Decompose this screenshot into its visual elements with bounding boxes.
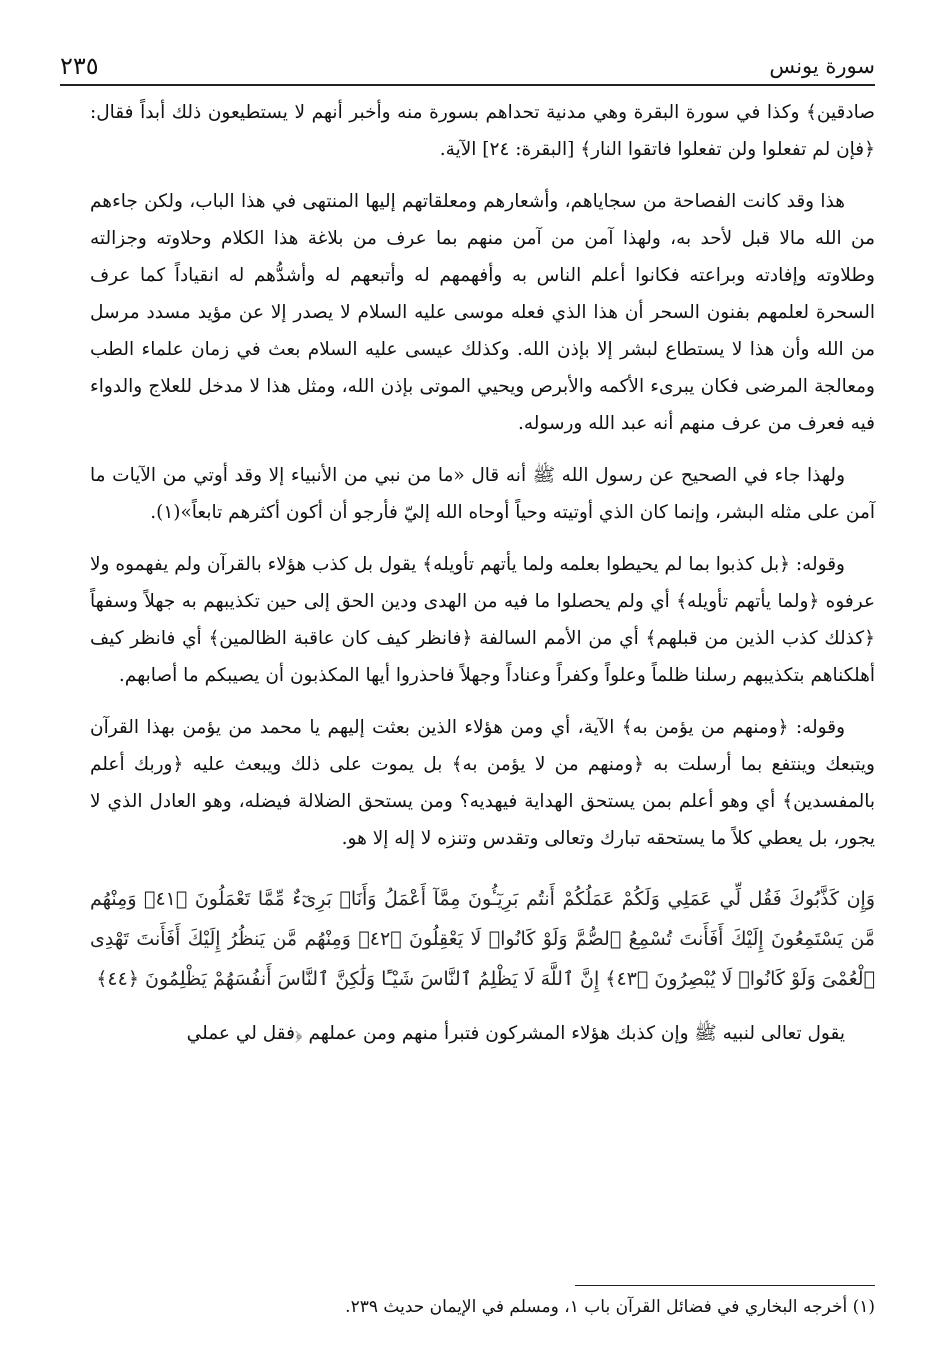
paragraph-hadith: ولهذا جاء في الصحيح عن رسول الله ﷺ أنه قال «ما من نبي من الأنبياء إلا وقد أوتي من الآيات ما آمن على مثله البشر، وإنما كان الذي أوتيته وحياً أوحاه الله إليّ فأرجو أن أكون أكثرهم تابعاً»(١). (90, 465, 875, 523)
paragraph-continuation: صادقين﴾ وكذا في سورة البقرة وهي مدنية تحداهم بسورة منه وأخبر أنهم لا يستطيعون ذلك أبداً فقال: ﴿فإن لم تفعلوا ولن تفعلوا فاتقوا النار﴾ [البقرة: ٢٤] الآية. (90, 102, 875, 160)
page-header (60, 50, 875, 86)
quran-verses-block: وَإِن كَذَّبُوكَ فَقُل لِّي عَمَلِي وَلَكُمْ عَمَلُكُمْ أَنتُم بَرِيٓـُٔونَ مِمَّآ أَعْمَلُ وَأَنَا۠ بَرِىٓءٌ مِّمَّا تَعْمَلُونَ ﴿٤١﴾ وَمِنْهُم مَّن يَسْتَمِعُونَ إِلَيْكَ أَفَأَنتَ تُسْمِعُ ٱلصُّمَّ وَلَوْ كَانُوا۟ لَا يَعْقِلُونَ ﴿٤٢﴾ وَمِنْهُم مَّن يَنظُرُ إِلَيْكَ أَفَأَنتَ تَهْدِى ٱلْعُمْىَ وَلَوْ كَانُوا۟ لَا يُبْصِرُونَ ﴿٤٣﴾ إِنَّ ٱللَّهَ لَا يَظْلِمُ ٱلنَّاسَ شَيْـًٔا وَلَٰكِنَّ ٱلنَّاسَ أَنفُسَهُمْ يَظْلِمُونَ ﴿٤٤﴾ (90, 888, 875, 990)
paragraph-tafsir-verse-39: وقوله: ﴿بل كذبوا بما لم يحيطوا بعلمه ولما يأتهم تأويله﴾ يقول بل كذب هؤلاء بالقرآن ولم يفهموه ولا عرفوه ﴿ولما يأتهم تأويله﴾ أي ولم يحصلوا ما فيه من الهدى ودين الحق إلى حين تكذيبهم به جهلاً وسفهاً ﴿كذلك كذب الذين من قبلهم﴾ أي من الأمم السالفة ﴿فانظر كيف كان عاقبة الظالمين﴾ أي فانظر كيف أهلكناهم بتكذيبهم رسلنا ظلماً وعلواً وكفراً وعناداً وجهلاً فاحذروا أيها المكذبون أن يصيبكم ما أصابهم. (90, 554, 875, 686)
paragraph-closing: يقول تعالى لنبيه ﷺ وإن كذبك هؤلاء المشركون فتبرأ منهم ومن عملهم ﴿فقل لي عملي (186, 1023, 845, 1044)
footnote-divider (575, 1285, 875, 1286)
footnote: (١) أخرجه البخاري في فضائل القرآن باب ١، ومسلم في الإيمان حديث ٢٣٩. (345, 1297, 875, 1317)
header-divider (60, 84, 875, 86)
surah-title: سورة يونس (769, 54, 875, 78)
paragraph-eloquence: هذا وقد كانت الفصاحة من سجاياهم، وأشعارهم ومعلقاتهم إليها المنتهى في هذا الباب، ولكن جاءهم من الله مالا قبل لأحد به، ولهذا آمن من آمن منهم بما عرف من بلاغة هذا الكلام وحلاوته وجزالته وطلاوته وإفادته وبراعته فكانوا أعلم الناس به وأفهمهم له وأتبعهم له وأشدُّهم له انقياداً كما عرف السحرة لعلمهم بفنون السحر أن هذا الذي فعله موسى عليه السلام لا يصدر إلا عن مؤيد مسدد مرسل من الله وأن هذا لا يستطاع لبشر إلا بإذن الله. وكذلك عيسى عليه السلام بعث في زمان علماء الطب ومعالجة المرضى فكان يبرىء الأكمه والأبرص ويحيي الموتى بإذن الله، ومثل هذا لا مدخل للعلاج والدواء فيه فعرف من عرف منهم أنه عبد الله ورسوله. (90, 191, 875, 434)
page-number: ٢٣٥ (60, 52, 99, 80)
paragraph-tafsir-verse-40: وقوله: ﴿ومنهم من يؤمن به﴾ الآية، أي ومن هؤلاء الذين بعثت إليهم يا محمد من يؤمن بهذا القرآن ويتبعك وينتفع بما أرسلت به ﴿ومنهم من لا يؤمن به﴾ بل يموت على ذلك ويبعث عليه ﴿وربك أعلم بالمفسدين﴾ أي وهو أعلم بمن يستحق الهداية فيهديه؟ ومن يستحق الضلالة فيضله، وهو العادل الذي لا يجور، بل يعطي كلاً ما يستحقه تبارك وتعالى وتقدس وتنزه لا إله إلا هو. (90, 717, 875, 849)
page-body (90, 94, 875, 1067)
